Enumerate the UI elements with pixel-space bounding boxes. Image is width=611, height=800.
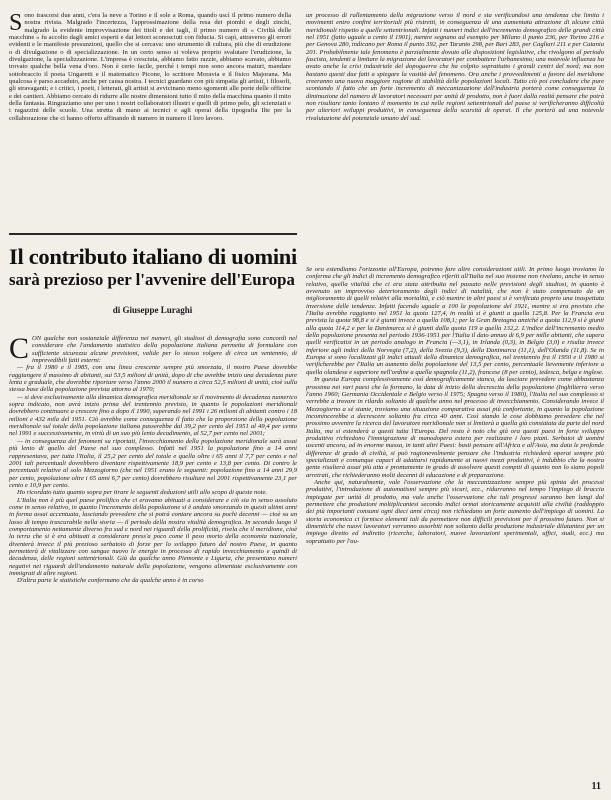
intro-text: ono trascorsi due anni, c'era la neve a Torino e il sole a Roma, quando uscì il primo numero della nostra rivista. Malgrado l'incertezza, l'approssimazione della resa dei piombi e degli zinchi, malgrado la evidente improvvisazione dei titoli e dei tagli, il primo numero di « Civiltà delle macchine » fu accolto dagli amici esperti e dai lettori sconosciuti con fiducia. Si capì, attraverso gli errori evidenti e le manifeste presunzioni, quello che si cercava: uno strumento di cultura, più che di erudizione o di divulgazione o di specializzazione. In un certo senso si voleva proprio svalutare l'erudizione, la divulgazione, la specializzazione. L'impresa è cresciuta, abbiamo fatto razzie, abbiamo scavato, abbiamo trovato qualche bella vena d'oro. Non è certo facile, perché i tempi non sono ancora maturi, mandare sottobraccio il poeta Ungaretti e il matematico Picone, lo scrittore Moravia e il fisico Majorana. Ma qualcosa è parso accaduto, anche per causa nostra. I tecnici guardano con più simpatia gli artisti, i filosofi, gli stravaganti; e i critici, i poeti, i letterati, gli artisti si avvicinano meno sgomenti alle porte delle officine e dei cantieri. Abbiamo cercato di ridurre alle nostre dimensioni tutto il mito della macchina quanto il mito della fantasia. Ringraziamo uno per uno i nostri collaboratori illustri e quelli di primo pelo, gli scienziati e i ragazzini delle scuole. Una stretta di mano ai tecnici e agli operai della tipografia Ilte per la collaborazione che ci hanno offerto affinando di numero in numero il loro lavoro. [9, 12, 291, 122]
right-column-top [306, 12, 604, 122]
paragraph: D'altra parte le statistiche confermano che da qualche anno è in corso [17, 577, 204, 585]
body-dropcap: C [9, 332, 30, 365]
byline: di Giuseppe Luraghi [112, 305, 193, 315]
article-title [9, 244, 299, 291]
paragraph: Ho ricordato tutto quanto sopra per tirare le seguenti deduzioni utili allo scopo di queste note. [17, 489, 268, 497]
title-line-2: sarà prezioso per l'avvenire dell'Europa [9, 270, 295, 289]
paragraph: Anche qui, naturalmente, vale l'osservazione che la meccanizzazione sempre più spinta dei processi produttivi, l'introduzione di automatismi sempre più sicuri, ecc., ridurranno nel tempo l'impiego di braccia impiegate per unità di prodotto, ma vale anche l'osservazione che tali progressi saranno ben lungi dal permettere che produzioni moltiplicantesi secondo indici ormai storicamente acquisiti alla civiltà (raddoppio dei più importanti consumi ogni dieci anni circa) non richiedano un forte aumento dell'impiego di uomini. La storia economica ci fornisce elementi tali da permettere non difficili previsioni per il prossimo futuro. Non si dimentichi che nuovi lavoratori verranno assorbiti non soltanto dalla produzione industriale dilatantesi per un impiego diretto ed indiretto (ricerche, laboratori, nuove lavorazioni sperimentali, uffici, studi, ecc.) ma soprattutto per l'au- [306, 478, 604, 545]
title-line-1: Il contributo italiano di uomini [9, 244, 297, 269]
intro-dropcap: S [9, 10, 23, 36]
paragraph: — fra il 1980 e il 1985, con una linea crescente sempre più smorzata, il nostro Paese dovrebbe raggiungere il massimo di abitanti, sui 53,5 milioni di unità, dopo di che avrebbe inizio una decadenza pure lenta e graduale, che dovrebbe riportare verso l'anno 2000 il numero a circa 52,5 milioni di unità, cioè sulla stessa base della popolazione prevista attorno al 1970; [9, 364, 297, 394]
divider-rule [9, 233, 297, 235]
paragraph-text: ON qualche non sostanziale differenza nei numeri, gli studiosi di demografia sono concordi nel considerare che l'andamento statistico della popolazione italiana permetta di formulare con sufficiente sicurezza alcune previsioni, valide per lo stesso volgere di circa un ventennio, di imprevedibili fatti esterni: [32, 335, 297, 365]
paragraph [9, 332, 297, 365]
paragraph: un processo di rallentamento della migrazione verso il nord e sta verificandosi una tendenza che limita i movimenti entro confini territoriali più ristretti, in conseguenza di una aumentata attrazione di alcune città meridionali rispetto a quelle settentrionali. Infatti i numeri indici dell'incremento demografico delle grandi città nel 1951 (fatto uguale a cento il 1901), mentre segnano ad esempio per Milano il punto 236, per Torino 216 e per Genova 280, indicano per Roma il punto 392, per Taranto 298, per Bari 283, per Cagliari 211 e per Catania 201. Probabilmente tale fenomeno è parzialmente dovuto alle disposizioni legislative, che rivolgono al periodo fascista, tendenti a limitare la migrazione dei lavoratori per combattere l'urbanesimo; una notevole influenza ha avuto anche la crisi industriale del dopoguerra che ha colpito soprattutto i grandi centri del nord; ma non bastano questi due fatti a spiegare la vastità del fenomeno. Ora anche i provvedimenti a favore del meridione creeranno una nuova maggiore ragione di stabilità delle popolazioni locali. Tutto ciò poi concludere che pure scontando il fatto che un forte incremento di meccanizzazione dell'industria porterà come conseguenza la diminuzione del numero di lavoratori necessari per unità di prodotto, non è fuori dalla realtà pensare che potrà non risultare tanto lontano il momento in cui nelle regioni settentrionali del paese si verificheranno difficoltà per ulteriori sviluppi produttivi, in conseguenza della scarsità di operai. Il che porterà ad una notevole rivalutazione del potenziale umano del sud. [306, 12, 604, 122]
right-column-bottom [306, 266, 604, 545]
left-column-body [9, 332, 297, 585]
paragraph: In questa Europa complessivamente così demograficamente stanca, da lasciare prevedere come abbastanza prossima nei vari paesi che la formano, la data di inizio della decrescita della popolazione (Inghilterra verso l'anno 1960; Germania Occidentale e Belgio verso il 1975; Spagna verso il 1980), l'Italia nel suo complesso si verrebbe a trovare in rilardo soltanto di qualche anno nel processo di invecchiamento. Considerando invece il Mezzogiorno a sé stante, troviamo una situazione comparativa assai più confortante, in quanto la popolazione incomincerebbe a decrescere soltanto fra circa 40 anni. Così stando le cose dobbiamo prevedere che nel prossimo avvenire la ricerca del lavoratore meridionale non si limiterà a quella già constatata da parte del nord Italia, ma si estenderà a questi tutta l'Europa. Del resto è noto che già ora questi paesi in forte sviluppo produttivo richiedono l'immigrazione di manodopera estera per realizzare i loro piani. Serbatoi di uomini uscenti ancora, ad in enorme massa, in tanti altri Paesi: basti pensare all'Africa e all'Asia, ma data le profonde differenze di grado di civiltà, si può ragionevolmente pensare che l'industria richiederà operai sempre più specializzati e comunque capaci di adattarsi rapidamente ai nuovi mezzi produttivi, è indubbio che la nostra gente risulterà assai più atta e prontamente in grado di assolvere questi compiti di quanto non lo siano popoli arretrati, che richiederanno molti decenni di educazione e di preparazione. [306, 376, 604, 479]
page-number: 11 [591, 781, 601, 792]
paragraph: — si deve esclusivamente alla dinamica demografica meridionale se il movimento di decadenza numerico sopra indicato, non avrà inizio prima del trentennio previsto, in quanto le popolazioni meridionali dovrebbero continuare a crescere fino a dopo il 1990, superando nel 1991 i 26 milioni di abitanti contro i 18 milioni e 432 mila del 1951. Ciò avrebbe come conseguenza il fatto che la proporzione della popolazione meridionale sul totale della popolazione italiana passerebbe dal 39,2 per cento del 1951 al 49,4 per cento nel 1991 e successivamente, in virtù di un suo più lento decadimento, al 52,7 per cento nel 2001; [9, 393, 297, 438]
paragraph: Se ora estendiamo l'orizzonte all'Europa, potremo fare altre considerazioni utili. In primo luogo troviamo la conferma che gli indici di incremento demografico riferiti all'Italia nel suo insieme non rivelano, anche in senso relativo, quella vitalità che ci era stata attribuita nel passato nelle previsioni degli studiosi, in quanto è avvenuto un improvviso deterioramento degli indici di natalità, che non è stato compensato da un miglioramento di quelli relativi alla mortalità, e ciò mentre in altri paesi si è verificata proprio una inaspettata inversione delle tendenze. Infatti facendo uguale a 100 la popolazione del 1921, mentre si era previsto che l'Italia avrebbe raggiunto nel 1951 la quota 127,4, in realtà si è giunti a quella 125,8. Per la Francia era prevista la quota 98,8 e si è giunti invece a quella 108,1; per la Gran Bretagna anziché a quota 112,9 si è giunti alla quota 114,2 e per la Danimarca si è giunti dalla quota 119 a quella 132,2. L'indice dell'incremento medio della popolazione presenta nel periodo 1936-1951 per l'Italia il dato annuo di 6,9 per mille abitanti, che supera quelli verificatisi in un periodo analogo in Francia (—3,1), in Irlanda (0,3), in Belgio (3,0) e risulta invece inferiore agli indici della Norvegia (7,2), della Svezia (9,3), della Danimarca (11,1), dell'Olanda (11,8). Se in Europa si sono localizzati gli indici attuali della dinamica demografica, nel trentennio fra il 1950 e il 1980 si verificherebbe per l'Italia un aumento della popolazione del 13,5 per cento, percentuale lievemente inferiore a quella olandese e superiore nell'ordine a quella spagnola (11,2), francese (8 per cento), tedesca, belga e inglese. [306, 266, 604, 376]
paragraph: L'Italia non è più quel paese prolifico che ci eravamo abituati a considerare e ciò sia in senso assoluto come in senso relativo, in quanto l'incremento della popolazione si è andato smorzando in questi ultimi anni in forma assai accentuata, lasciando prevedere che si potrà contare ancora su pochi decenni — cioè su un lasso di tempo trascurabile nella storia — il periodo della nostra vitalità demografica. In secondo luogo il comportamento nettamente diverso fra sud e nord nei riguardi della prolificità, rivela che il meridione, cioè la terra che si è era abituati a considerare press'a poco come il peso morto della economia nazionale, diventerà invece il più prezioso serbatoio di forze per lo sviluppo futuro del nostro Paese, in quanto permetterà di vitalizzare con sangue nuovo le energie in processo di rapido invecchiamento e quindi di decadenza, delle regioni settentrionali. Già da qualche anno Piemonte e Liguria, che presentano numeri negativi nei riguardi dell'andamento naturale della popolazione, vengono alimentate esclusivamente con immigrati di altre regioni. [9, 496, 297, 577]
paragraph: — in conseguenza dei fenomeni su riportati, l'invecchiamento della popolazione meridionale sarà assai più lento di quello del Paese nel suo complesso. Infatti nel 1951 la popolazione fino a 14 anni rappresentava, per tutta l'Italia, il 25,2 per cento del totale e quella oltre i 65 anni il 7,7 per cento e nel 2001 tali percentuali dovrebbero diventare rispettivamente 18,9 per cento e 13,8 per cento. Di contro le percentuali relative al solo Mezzogiorno (che nel 1951 erano le seguenti: popolazione fino a 14 anni 29,9 per cento, popolazione oltre i 65 anni 6,7 per cento) dovrebbero risultare nel 2001 rispettivamente 23,1 per cento e 10,9 per cento. [9, 437, 297, 489]
editorial-intro [9, 12, 291, 122]
